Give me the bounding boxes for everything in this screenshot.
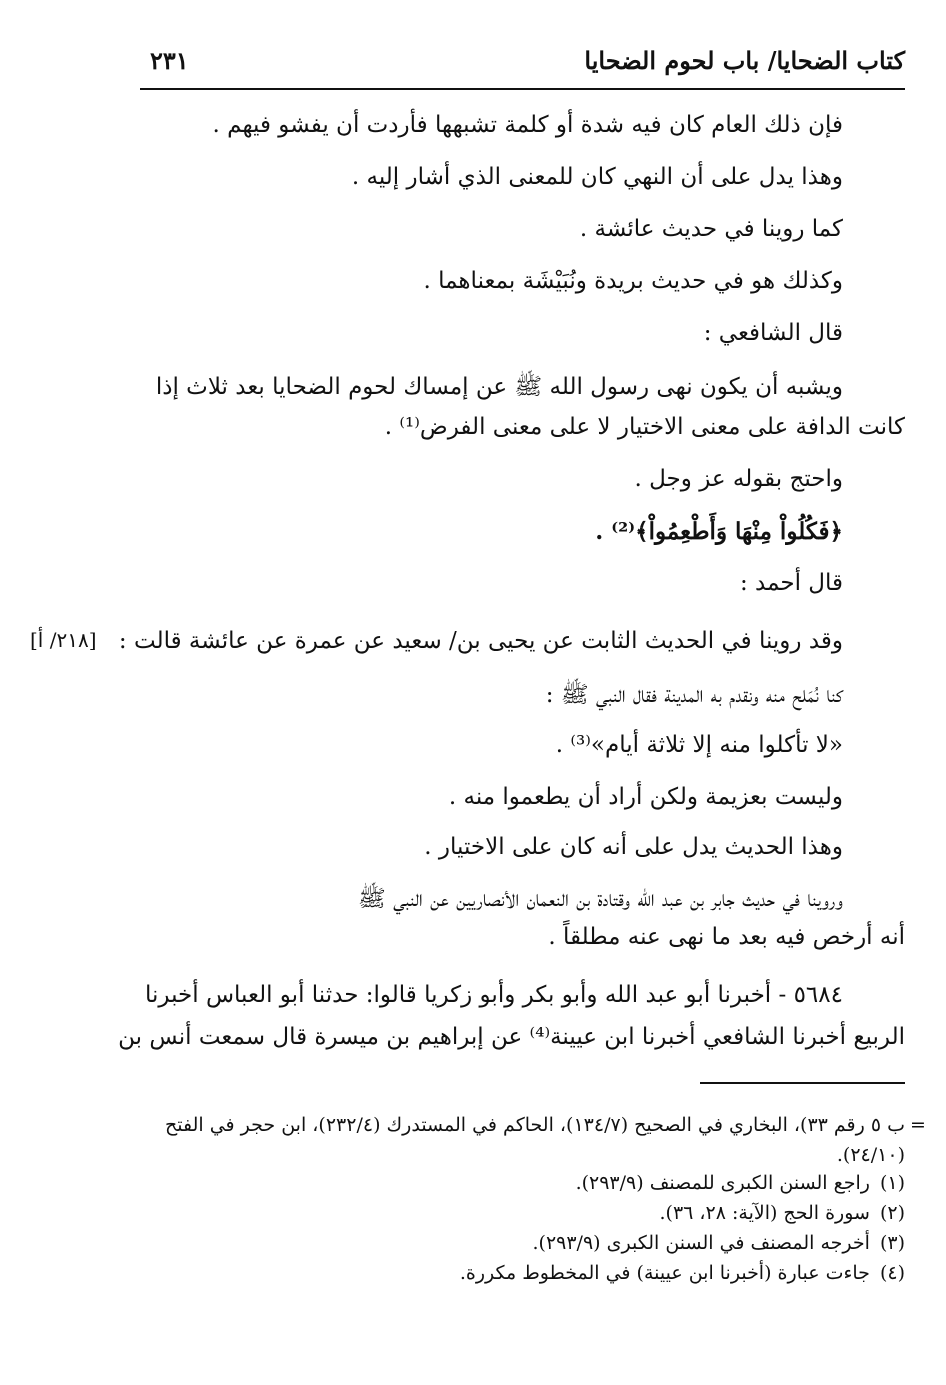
- page-number: ٢٣١: [150, 46, 189, 75]
- text-line: أنه أرخص فيه بعد ما نهى عنه مطلقاً .: [548, 924, 905, 950]
- footnote-text: جاءت عبارة (أخبرنا ابن عيينة) في المخطوط مكررة.: [459, 1262, 870, 1284]
- hadith-number-line: ٥٦٨٤ - أخبرنا أبو عبد الله وأبو بكر وأبو زكريا قالوا: حدثنا أبو العباس أخبرنا: [145, 982, 843, 1008]
- text-line: وليست بعزيمة ولكن أراد أن يطعموا منه .: [448, 784, 843, 810]
- footnote-number: (٣): [879, 1232, 905, 1254]
- continuation-marker: =: [910, 1114, 926, 1136]
- text-line: كنا نُمَلح منه ونقدم به المدينة فقال النبي ﷺ :: [545, 682, 843, 708]
- footnote-number: (٤): [879, 1262, 905, 1284]
- footnote-continuation: ب ٥ رقم ٣٣)، البخاري في الصحيح (١٣٤/٧)، الحاكم في المستدرك (٢٣٢/٤)، ابن حجر في الفتح (٢٤/١٠).: [165, 1114, 905, 1166]
- text-line: الربيع أخبرنا الشافعي أخبرنا ابن عيينة⁽⁴⁾ عن إبراهيم بن ميسرة قال سمعت أنس بن: [118, 1024, 905, 1050]
- text-line: وروينا في حديث جابر بن عبد الله وقتادة بن النعمان الأنصاريين عن النبي ﷺ: [358, 886, 843, 912]
- text-line: ويشبه أن يكون نهى رسول الله ﷺ عن إمساك لحوم الضحايا بعد ثلاث إذا: [155, 374, 843, 400]
- footnote: [576, 1172, 905, 1194]
- footnote-rule: [700, 1082, 905, 1084]
- text-line: قال أحمد :: [739, 570, 843, 596]
- text-line: وقد روينا في الحديث الثابت عن يحيى بن/ سعيد عن عمرة عن عائشة قالت :: [118, 628, 843, 654]
- hadith-quote: «لا تأكلوا منه إلا ثلاثة أيام»⁽³⁾ .: [555, 732, 843, 758]
- footnote-text: سورة الحج (الآية: ٢٨، ٣٦).: [659, 1202, 870, 1224]
- text-line: وهذا يدل على أن النهي كان للمعنى الذي أشار إليه .: [351, 164, 843, 190]
- text-line: كما روينا في حديث عائشة .: [579, 216, 843, 242]
- footnote-text: أخرجه المصنف في السنن الكبرى (٢٩٣/٩).: [532, 1232, 870, 1254]
- manuscript-folio-marker: [٢١٨/ أ]: [30, 628, 97, 652]
- text-line: فإن ذلك العام كان فيه شدة أو كلمة تشبهها فأردت أن يفشو فيهم .: [212, 112, 843, 138]
- text-line: وهذا الحديث يدل على أنه كان على الاختيار .: [424, 834, 843, 860]
- running-header: [140, 38, 905, 90]
- text-line: وكذلك هو في حديث بريدة ونُبَيْشَة بمعناهما .: [423, 268, 843, 294]
- footnote: [532, 1232, 905, 1254]
- footnote: [460, 1262, 905, 1284]
- footnote-number: (١): [879, 1172, 905, 1194]
- text-line: واحتج بقوله عز وجل .: [634, 466, 843, 492]
- footnote-text: راجع السنن الكبرى للمصنف (٢٩٣/٩).: [575, 1172, 870, 1194]
- footnote: [659, 1202, 905, 1224]
- text-line: قال الشافعي :: [703, 320, 843, 346]
- footnote-number: (٢): [879, 1202, 905, 1224]
- quran-verse: ﴿فَكُلُواْ مِنْهَا وَأَطْعِمُواْ﴾⁽²⁾ .: [595, 518, 843, 545]
- text-line: كانت الدافة على معنى الاختيار لا على معنى الفرض⁽¹⁾ .: [384, 414, 905, 440]
- chapter-title: كتاب الضحايا/ باب لحوم الضحايا: [584, 46, 905, 75]
